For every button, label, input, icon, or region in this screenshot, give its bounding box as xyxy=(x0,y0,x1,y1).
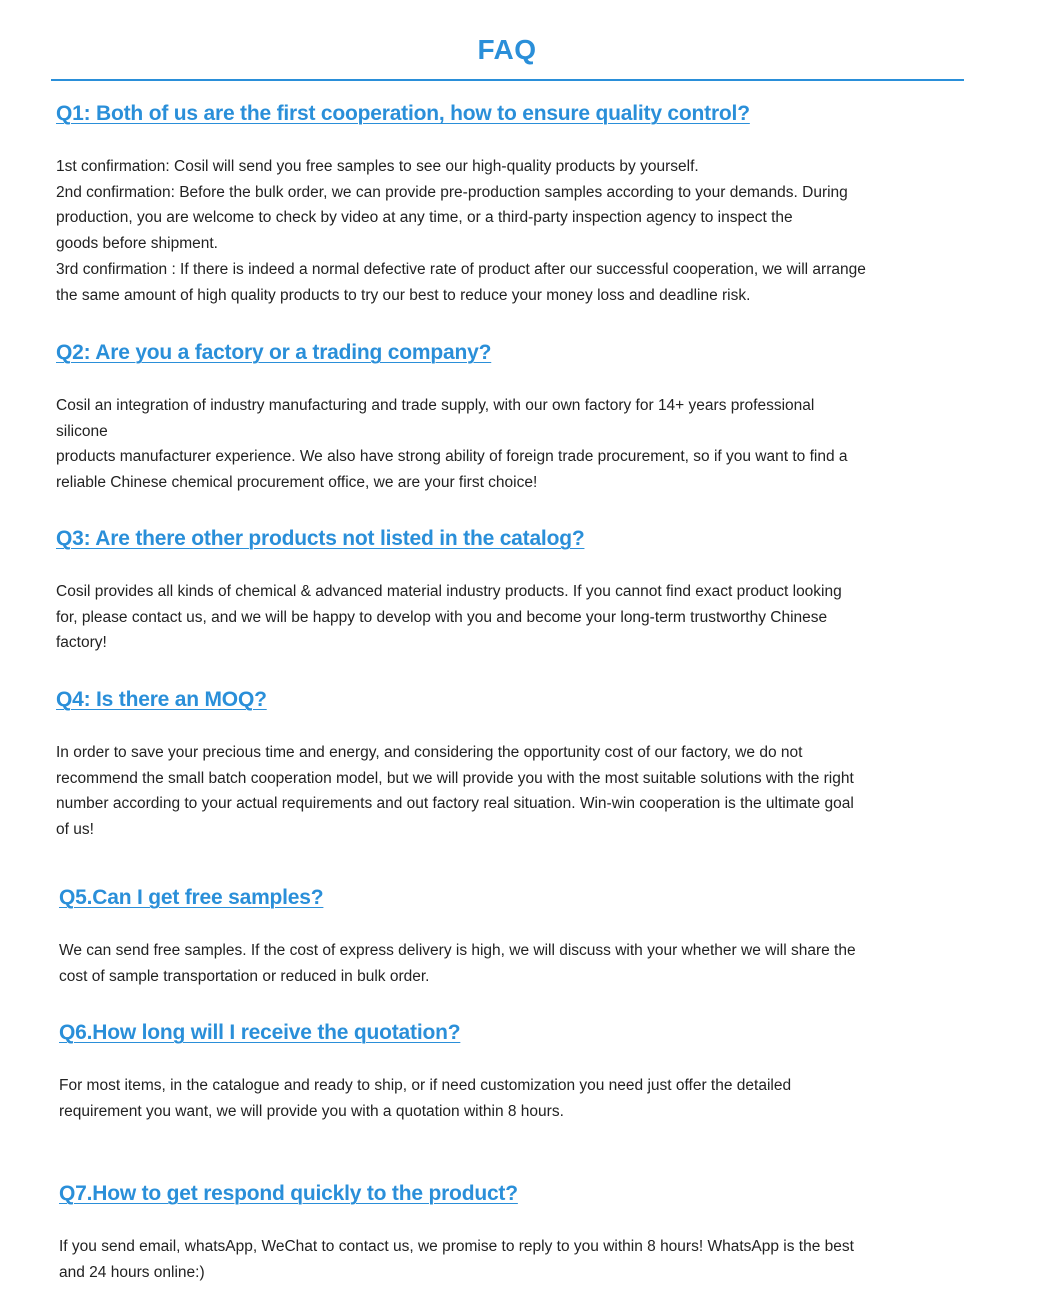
faq-answer xyxy=(59,1073,964,1124)
faq-answer xyxy=(56,579,961,656)
answer-line: 3rd confirmation : If there is indeed a normal defective rate of product after our successful cooperation, we will arrange xyxy=(56,260,866,278)
answer-line: silicone xyxy=(56,422,108,440)
answer-line: If you send email, whatsApp, WeChat to contact us, we promise to reply to you within 8 hours! WhatsApp is the best xyxy=(59,1238,854,1255)
answer-line: For most items, in the catalogue and ready to ship, or if need customization you need just offer the detailed xyxy=(59,1077,792,1094)
faq-answer xyxy=(59,938,964,989)
faq-answer xyxy=(56,393,961,496)
faq-question-link[interactable]: Q1: Both of us are the first cooperation, how to ensure quality control? xyxy=(56,102,750,125)
faq-item-q6 xyxy=(59,1019,964,1124)
answer-line: Cosil provides all kinds of chemical & advanced material industry products. If you cannot find exact product looking xyxy=(56,583,842,600)
faq-answer xyxy=(59,1234,964,1285)
answer-line: Cosil an integration of industry manufacturing and trade supply, with our own factory for 14+ years professional xyxy=(56,397,815,414)
answer-line: 2nd confirmation: Before the bulk order, we can provide pre-production samples according to your demands. During xyxy=(56,183,848,201)
answer-line: recommend the small batch cooperation model, but we will provide you with the most suitable solutions with the right xyxy=(56,769,854,787)
answer-line: reliable Chinese chemical procurement office, we are your first choice! xyxy=(56,474,538,492)
faq-item-q4 xyxy=(56,686,961,843)
faq-item-q3 xyxy=(56,525,961,656)
faq-question-link[interactable]: Q4: Is there an MOQ? xyxy=(56,688,267,711)
faq-question-link[interactable]: Q5.Can I get free samples? xyxy=(59,886,324,909)
answer-line: number according to your actual requirements and out factory real situation. Win-win cooperation is the ultimate goal xyxy=(56,795,854,813)
faq-answer xyxy=(56,740,961,843)
answer-line: In order to save your precious time and energy, and considering the opportunity cost of our factory, we do not xyxy=(56,744,803,761)
faq-item-q1 xyxy=(56,100,961,308)
faq-item-q2 xyxy=(56,339,961,496)
answer-line: requirement you want, we will provide you with a quotation within 8 hours. xyxy=(59,1102,564,1120)
faq-answer xyxy=(56,154,961,308)
answer-line: factory! xyxy=(56,634,107,652)
answer-line: production, you are welcome to check by video at any time, or a third-party inspection agency to inspect the xyxy=(56,209,793,227)
faq-item-q5 xyxy=(59,884,964,989)
answer-line: cost of sample transportation or reduced in bulk order. xyxy=(59,967,430,985)
answer-line: for, please contact us, and we will be happy to develop with you and become your long-term trustworthy Chinese xyxy=(56,608,828,626)
answer-line: and 24 hours online:) xyxy=(59,1263,205,1281)
page-title: FAQ xyxy=(477,34,537,65)
title-divider xyxy=(51,79,964,81)
answer-line: of us! xyxy=(56,821,94,839)
answer-line: goods before shipment. xyxy=(56,235,218,253)
answer-line: We can send free samples. If the cost of express delivery is high, we will discuss with your whether we will share the xyxy=(59,942,856,959)
answer-line: the same amount of high quality products to try our best to reduce your money loss and deadline risk. xyxy=(56,286,751,304)
faq-question-link[interactable]: Q2: Are you a factory or a trading company? xyxy=(56,341,492,364)
faq-question-link[interactable]: Q7.How to get respond quickly to the product? xyxy=(59,1182,518,1205)
answer-line: 1st confirmation: Cosil will send you free samples to see our high-quality products by yourself. xyxy=(56,158,699,175)
faq-item-q7 xyxy=(59,1180,964,1285)
faq-question-link[interactable]: Q3: Are there other products not listed in the catalog? xyxy=(56,527,585,550)
answer-line: products manufacturer experience. We also have strong ability of foreign trade procurement, so if you want to find a xyxy=(56,448,848,466)
faq-question-link[interactable]: Q6.How long will I receive the quotation? xyxy=(59,1021,461,1044)
